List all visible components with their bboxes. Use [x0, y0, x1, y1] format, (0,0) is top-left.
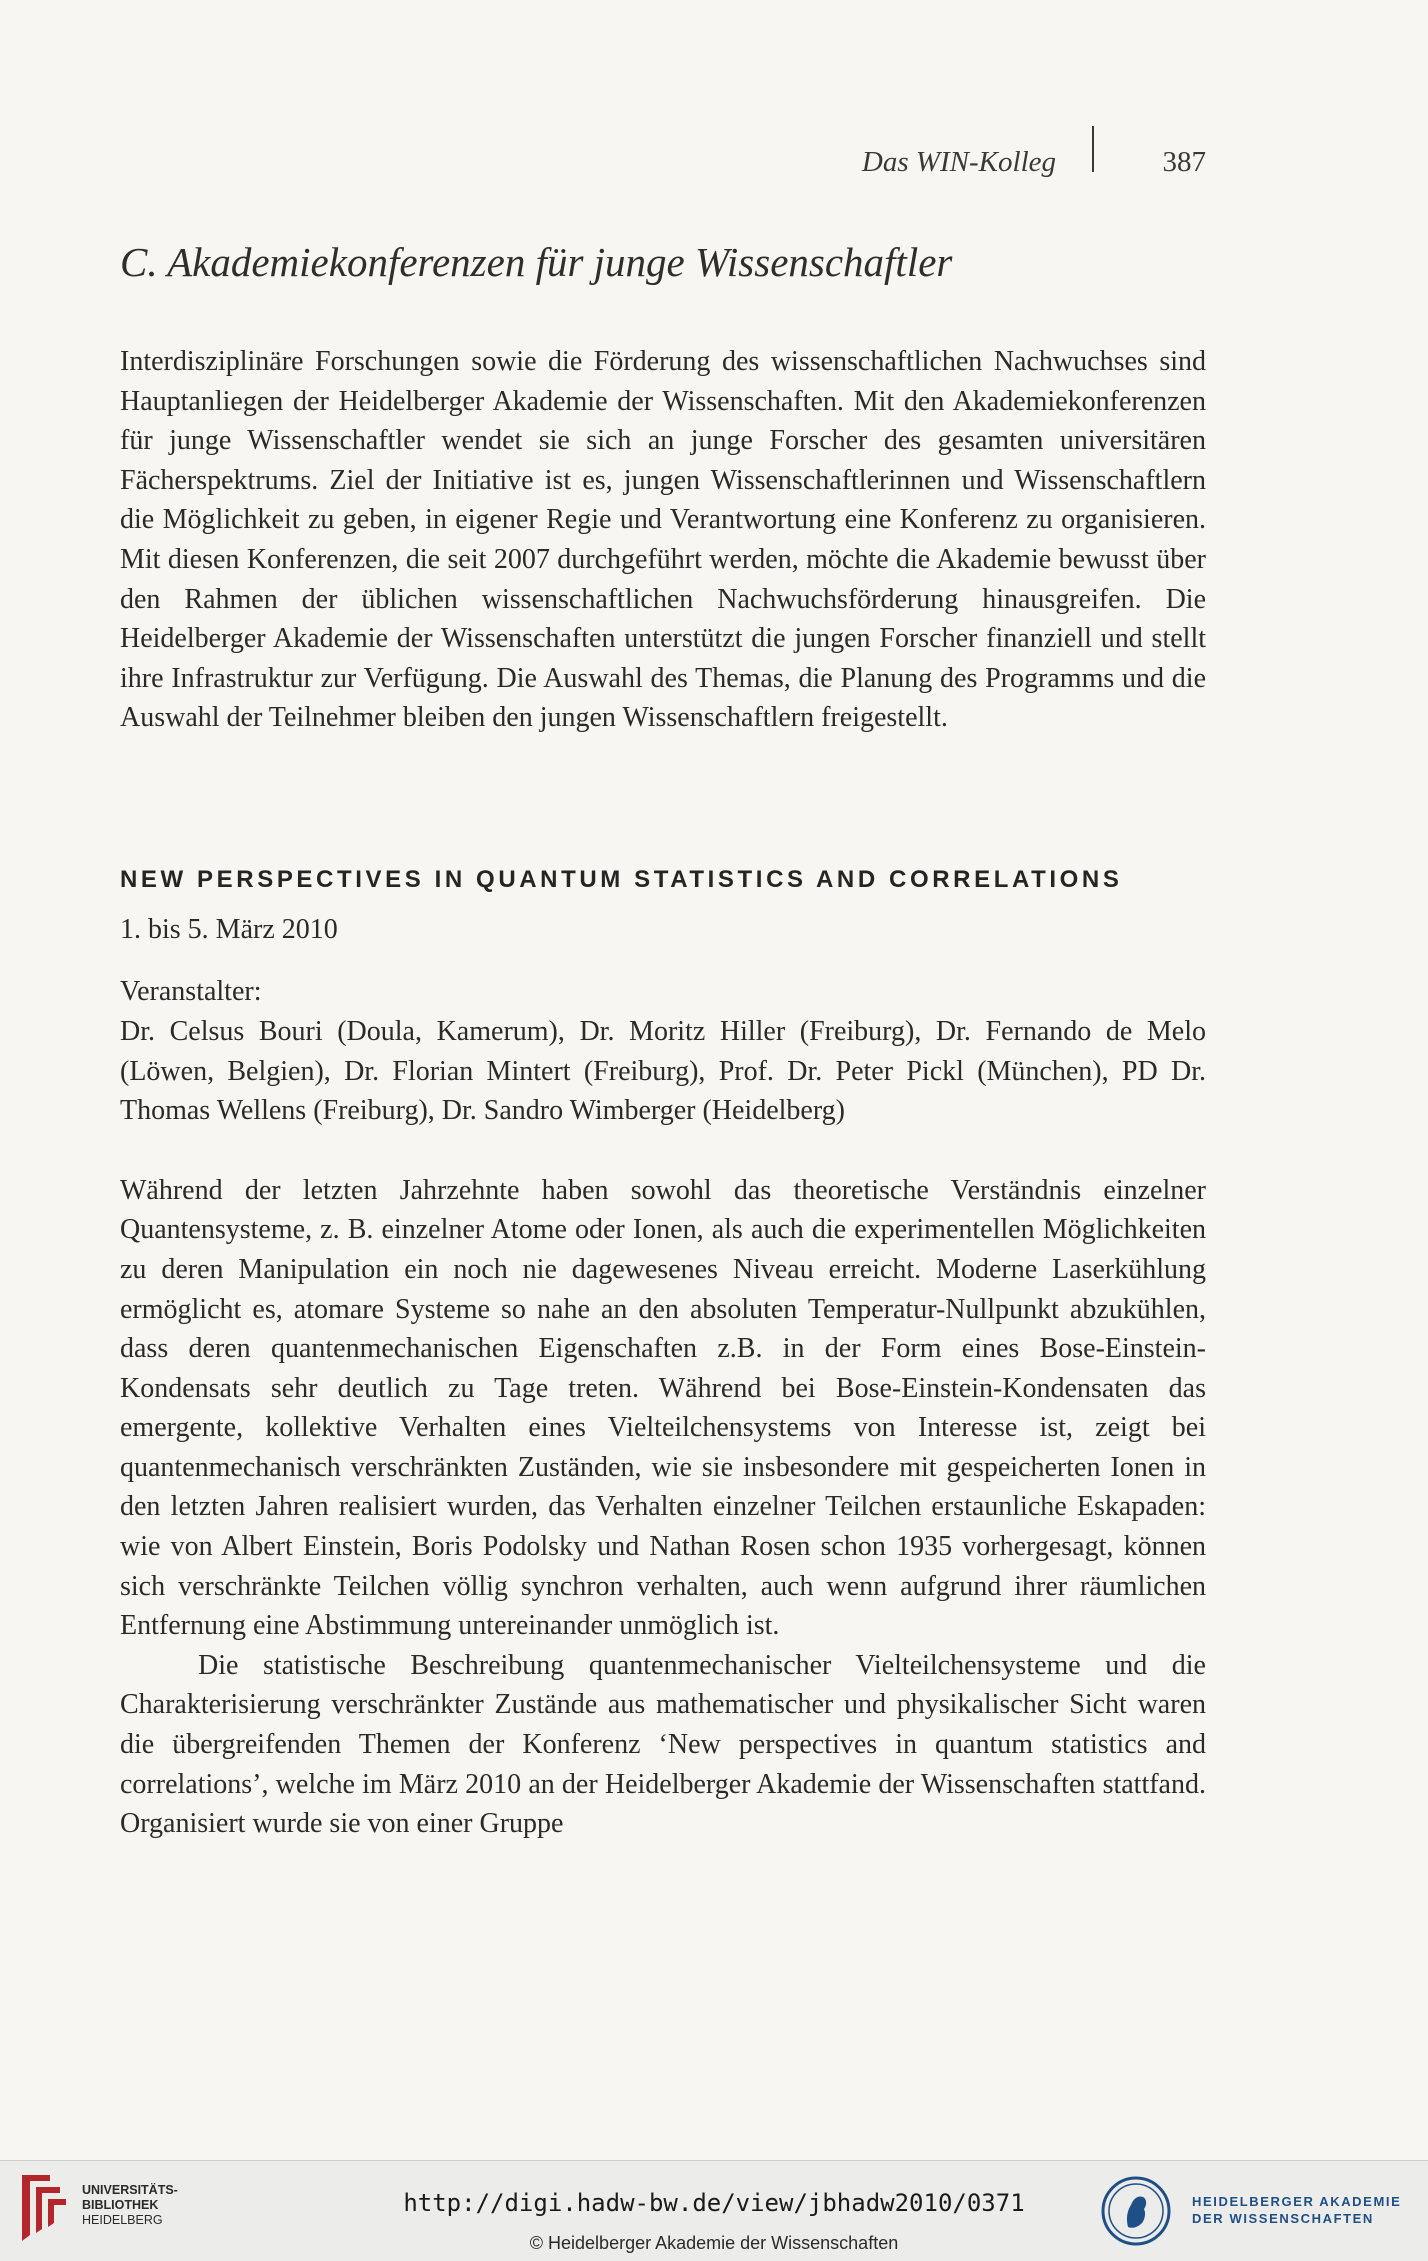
body-paragraph: Während der letzten Jahrzehnte haben sowohl das theoretische Verständnis einzelner Quantensysteme, z. B. einzelner Atome oder Ionen, als auch die experimentellen Möglichkeiten zu deren Manipulation ein noch nie dagewesenes Niveau erreicht. Moderne Laserkühlung ermöglicht es, atomare Systeme so nahe an den absoluten Temperatur-Nullpunkt abzukühlen, dass deren quantenmechanischen Eigenschaften z.B. in der Form eines Bose-Einstein-Kondensats sehr deutlich zu Tage treten. Während bei Bose-Einstein-Kondensaten das emergente, kollektive Verhalten eines Vielteilchensystems von Interesse ist, zeigt bei quantenmechanisch verschränkten Zuständen, wie sie insbesondere mit gespeicherten Ionen in den letzten Jahren realisiert wurden, das Verhalten einzelner Teilchen erstaunliche Eskapaden: wie von Albert Einstein, Boris Podolsky und Nathan Rosen schon 1935 vorhergesagt, können sich verschränkte Teilchen völlig synchron verhalten, auch wenn aufgrund ihrer räumlichen Entfernung eine Abstimmung untereinander unmöglich ist. — [120, 1174, 1206, 1642]
page-number: 387 — [1162, 146, 1206, 178]
organizers-label: Veranstalter: — [120, 975, 262, 1007]
body-paragraph: Die statistische Beschreibung quantenmechanischer Vielteilchensysteme und die Charakterisierung verschränkter Zustände aus mathematischer und physikalischer Sicht waren die übergreifenden Themen der Konferenz ‘New perspectives in quantum statistics and correlations’, welche im März 2010 an der Heidelberger Akademie der Wissenschaften stattfand. Organisiert wurde sie von einer Gruppe — [120, 1649, 1206, 1840]
copyright-notice: © Heidelberger Akademie der Wissenschaften — [529, 2233, 899, 2253]
permalink-url[interactable]: http://digi.hadw-bw.de/view/jbhadw2010/0371 — [403, 2189, 1025, 2217]
library-name-line: UNIVERSITÄTS- — [82, 2183, 178, 2197]
footer-bar — [0, 2160, 1428, 2261]
library-name-line: BIBLIOTHEK — [82, 2198, 159, 2212]
main-content — [120, 232, 1206, 1844]
academy-seal-icon — [1100, 2175, 1172, 2247]
library-name-line: HEIDELBERG — [82, 2213, 163, 2227]
section-title: C. Akademiekonferenzen für junge Wissenschaftler — [120, 239, 953, 285]
running-head — [120, 142, 1206, 182]
intro-paragraph: Interdisziplinäre Forschungen sowie die Förderung des wissenschaftlichen Nachwuchses sind Hauptanliegen der Heidelberger Akademie der Wissenschaften. Mit den Akademiekonferenzen für junge Wissenschaftler wendet sie sich an junge Forscher des gesamten universitären Fächerspektrums. Ziel der Initiative ist es, jungen Wissenschaftlerinnen und Wissenschaftlern die Möglichkeit zu geben, in eigener Regie und Verantwortung eine Konferenz zu organisieren. Mit diesen Konferenzen, die seit 2007 durchgeführt werden, möchte die Akademie bewusst über den Rahmen der üblichen wissenschaftlichen Nachwuchsförderung hinausgreifen. Die Heidelberger Akademie der Wissenschaften unterstützt die jungen Forscher finanziell und stellt ihre Infrastruktur zur Verfügung. Die Auswahl des Themas, die Planung des Programms und die Auswahl der Teilnehmer bleiben den jungen Wissenschaftlern freigestellt. — [120, 346, 1206, 734]
academy-name — [1192, 2193, 1401, 2227]
academy-name-line: HEIDELBERGER AKADEMIE — [1192, 2194, 1402, 2209]
organizers-list: Dr. Celsus Bouri (Doula, Kamerum), Dr. Moritz Hiller (Freiburg), Dr. Fernando de Melo (Löwen, Belgien), Dr. Florian Mintert (Freiburg), Prof. Dr. Peter Pickl (München), PD Dr. Thomas Wellens (Freiburg), Dr. Sandro Wimberger (Heidelberg) — [120, 1015, 1206, 1127]
running-head-title: Das WIN-Kolleg — [861, 146, 1056, 178]
conference-title: NEW PERSPECTIVES IN QUANTUM STATISTICS AND CORRELATIONS — [120, 865, 1123, 893]
academy-name-line: DER WISSENSCHAFTEN — [1192, 2211, 1374, 2226]
running-head-divider — [1092, 126, 1094, 172]
conference-date: 1. bis 5. März 2010 — [120, 913, 338, 945]
